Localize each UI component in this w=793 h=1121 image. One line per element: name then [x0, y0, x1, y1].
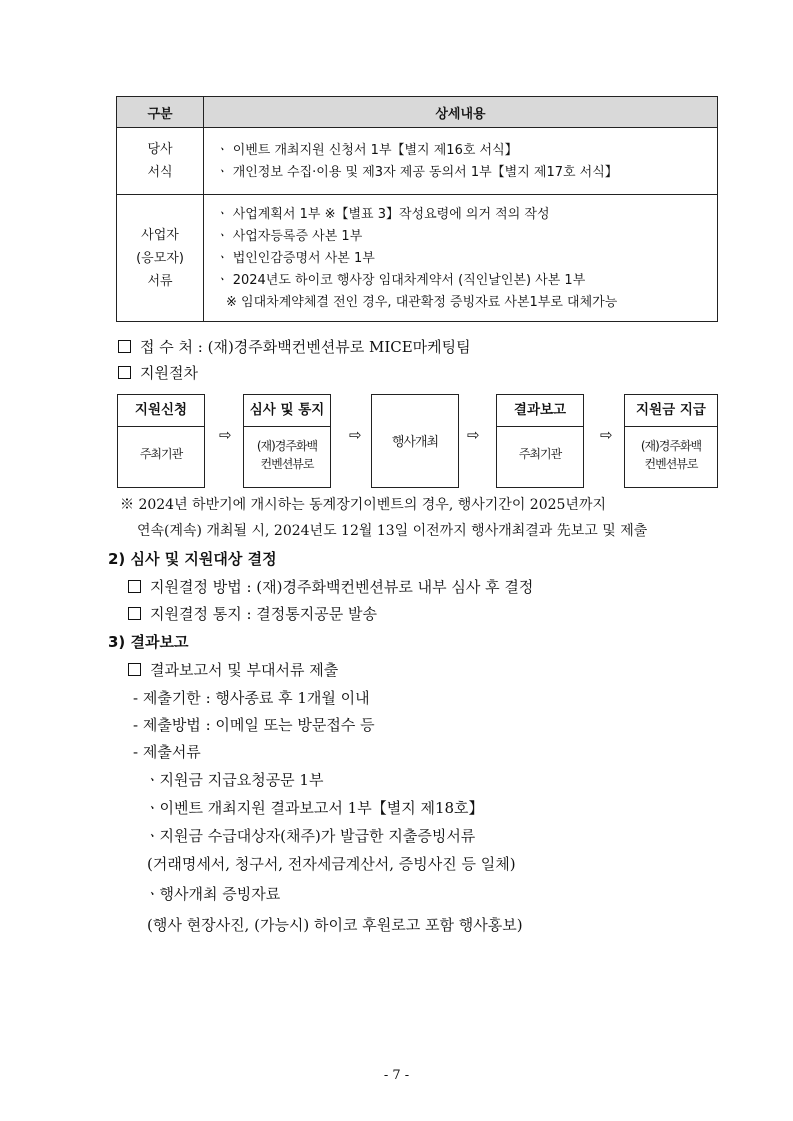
flow-step-body [625, 427, 717, 473]
category-label: 서식 [147, 165, 173, 180]
table-header-row [117, 97, 718, 128]
dash-item: - 제출서류 [133, 743, 201, 761]
category-label: 서류 [147, 273, 173, 289]
documents-table [116, 96, 718, 322]
flow-step-title: 지원신청 [118, 395, 204, 427]
procedure-title: 지원절차 [140, 364, 198, 382]
flow-step-body-line: (재)경주화백 [640, 439, 702, 453]
section2-item [128, 576, 533, 597]
flow-note-line: 연속(계속) 개최될 시, 2024년도 12월 13일 이전까지 행사개최결과 先보고 및 제출 [137, 523, 648, 539]
flow-step-body [118, 427, 204, 462]
table-row [117, 128, 718, 195]
flow-step-body [244, 427, 330, 473]
section3-box-item-text: 결과보고서 및 부대서류 제출 [150, 661, 339, 679]
dash-item: - 제출방법 : 이메일 또는 방문접수 등 [133, 716, 375, 734]
table-header-detail: 상세내용 [204, 97, 718, 128]
reception-text: 접 수 처 : (재)경주화백컨벤션뷰로 MICE마케팅팀 [140, 338, 471, 356]
detail-item: ㆍ 2024년도 하이코 행사장 임대차계약서 (직인날인본) 사본 1부 [216, 273, 586, 288]
flow-step-body-line: (재)경주화백 [256, 439, 318, 453]
flow-step-report [496, 394, 584, 488]
document-item: ㆍ이벤트 개최지원 결과보고서 1부【별지 제18호】 [145, 799, 484, 817]
section2-item-text: 지원결정 통지 : 결정통지공문 발송 [150, 605, 377, 623]
flow-step-event [371, 394, 459, 488]
detail-note: ※ 임대차계약체결 전인 경우, 대관확정 증빙자료 사본1부로 대체가능 [226, 295, 618, 310]
detail-item: ㆍ 사업자등록증 사본 1부 [216, 229, 363, 244]
flow-step-title: 심사 및 통지 [244, 395, 330, 427]
flow-step-title: 결과보고 [497, 395, 583, 427]
flow-step-body-line: 주최기관 [518, 447, 562, 461]
arrow-right-icon: ⇨ [600, 426, 613, 444]
section-heading: 3) 결과보고 [108, 633, 189, 651]
checkbox-square-icon [118, 340, 131, 353]
checkbox-square-icon [128, 580, 141, 593]
detail-item: ㆍ 이벤트 개최지원 신청서 1부【별지 제16호 서식】 [216, 143, 518, 158]
section2-item-text: 지원결정 방법 : (재)경주화백컨벤션뷰로 내부 심사 후 결정 [150, 578, 534, 596]
table-detail-cell [204, 128, 718, 195]
category-label: 사업자 [141, 227, 179, 243]
flow-step-body-line: 주최기관 [139, 447, 183, 461]
flow-step-body [497, 427, 583, 462]
arrow-right-icon: ⇨ [467, 426, 480, 444]
category-label: 당사 [147, 142, 173, 157]
page-number: - 7 - [383, 1068, 410, 1083]
document-item: ㆍ지원금 수급대상자(채주)가 발급한 지출증빙서류 [145, 827, 476, 845]
checkbox-square-icon [118, 366, 131, 379]
flow-step-review [243, 394, 331, 488]
arrow-right-icon: ⇨ [219, 426, 232, 444]
flow-note-line: ※ 2024년 하반기에 개시하는 동계장기이벤트의 경우, 행사기간이 2025년까지 [120, 497, 607, 513]
flow-step-title: 지원금 지급 [625, 395, 717, 427]
table-row [117, 195, 718, 322]
reception-line [118, 336, 471, 357]
flow-step-apply [117, 394, 205, 488]
category-label: (응모자) [136, 250, 184, 266]
flow-step-body [372, 395, 458, 450]
table-category-cell [117, 195, 204, 322]
document-item: (거래명세서, 청구서, 전자세금계산서, 증빙사진 등 일체) [147, 855, 516, 873]
section2-item [128, 603, 377, 624]
flow-step-payment [624, 394, 718, 488]
flow-step-body-line: 행사개최 [391, 435, 439, 450]
table-category-cell [117, 128, 204, 195]
detail-item: ㆍ 개인정보 수집·이용 및 제3자 제공 동의서 1부【별지 제17호 서식】 [216, 165, 618, 180]
flow-step-body-line: 컨벤션뷰로 [260, 457, 314, 471]
document-item: ㆍ행사개최 증빙자료 [145, 885, 281, 903]
dash-item: - 제출기한 : 행사종료 후 1개월 이내 [133, 689, 370, 707]
section3-box-item [128, 659, 338, 680]
checkbox-square-icon [128, 607, 141, 620]
procedure-heading [118, 362, 198, 383]
document-item: (행사 현장사진, (가능시) 하이코 후원로고 포함 행사홍보) [147, 916, 523, 934]
section-heading: 2) 심사 및 지원대상 결정 [108, 550, 277, 568]
document-item: ㆍ지원금 지급요청공문 1부 [145, 771, 324, 789]
flow-step-body-line: 컨벤션뷰로 [644, 457, 698, 471]
detail-item: ㆍ 사업계획서 1부 ※【별표 3】작성요령에 의거 적의 작성 [216, 207, 550, 222]
table-header-category: 구분 [117, 97, 204, 128]
arrow-right-icon: ⇨ [349, 426, 362, 444]
detail-item: ㆍ 법인인감증명서 사본 1부 [216, 251, 375, 266]
table-detail-cell [204, 195, 718, 322]
checkbox-square-icon [128, 663, 141, 676]
